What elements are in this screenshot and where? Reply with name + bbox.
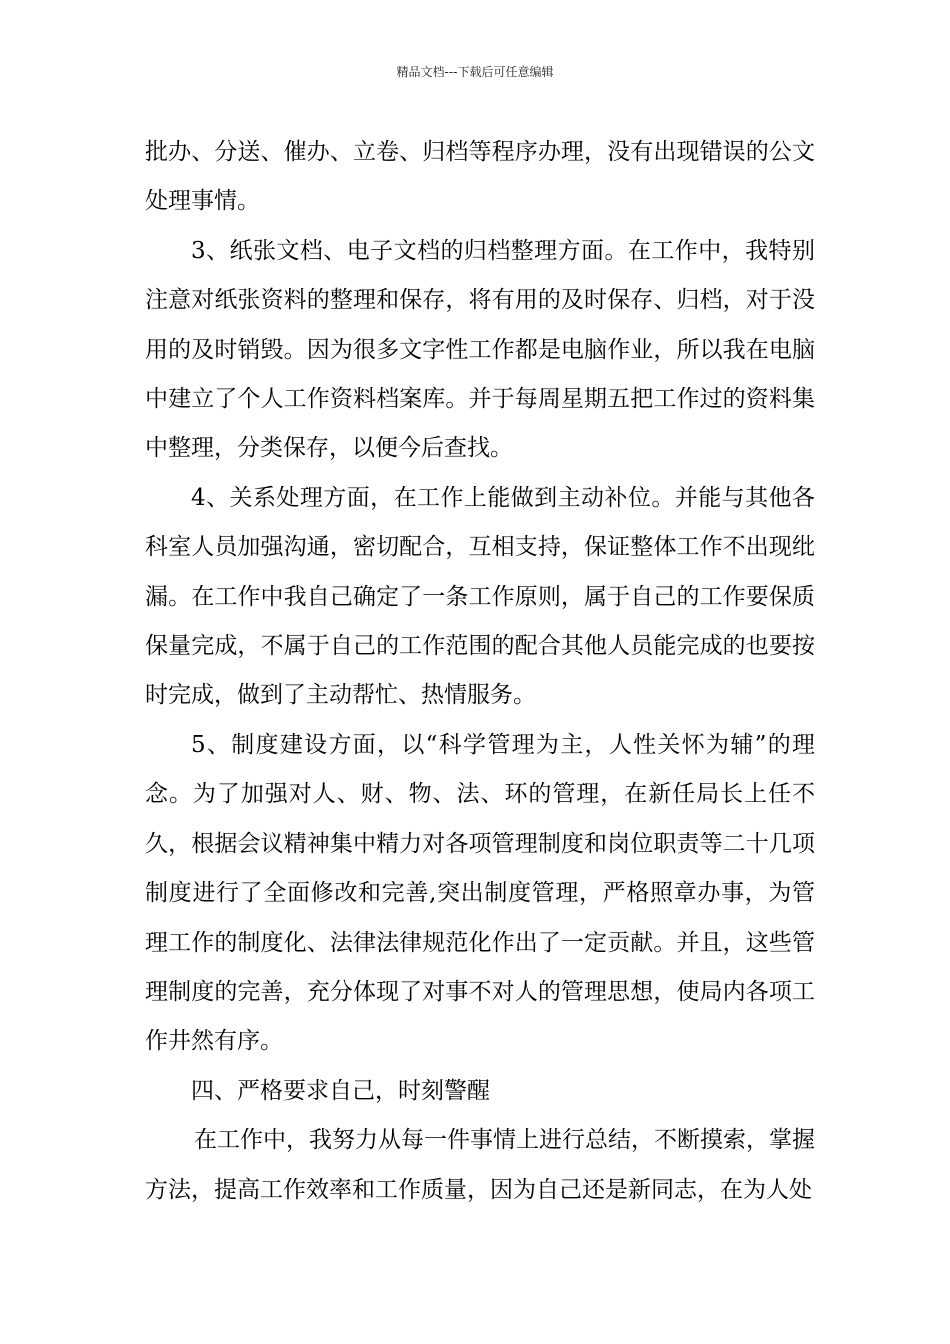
page-header: 精品文档---下载后可任意编辑 <box>396 65 554 79</box>
paragraph-item-3: 3、纸张文档、电子文档的归档整理方面。在工作中，我特别注意对纸张资料的整理和保存，将有用的及时保存、归档，对于没用的及时销毁。因为很多文字性工作都是电脑作业，所以我在电脑中建立了个人工作资料档案库。并于每周星期五把工作过的资料集中整理，分类保存，以便今后查找。 <box>145 237 815 462</box>
paragraph-item-5: 5、制度建设方面，以“科学管理为主，人性关怀为辅”的理念。为了加强对人、财、物、法、环的管理，在新任局长上任不久，根据会议精神集中精力对各项管理制度和岗位职责等二十几项制度进行了全面修改和完善,突出制度管理，严格照章办事，为管理工作的制度化、法律法律规范化作出了一定贡献。并且，这些管理制度的完善，充分体现了对事不对人的管理思想，使局内各项工作井然有序。 <box>145 731 815 1055</box>
section-heading-4: 四、严格要求自己，时刻警醒 <box>191 1077 490 1104</box>
paragraph-item-4: 4、关系处理方面，在工作上能做到主动补位。并能与其他各科室人员加强沟通，密切配合，互相支持，保证整体工作不出现纰漏。在工作中我自己确定了一条工作原则，属于自己的工作要保质保量完成，不属于自己的工作范围的配合其他人员能完成的也要按时完成，做到了主动帮忙、热情服务。 <box>145 484 815 709</box>
paragraph-section-4-body: 在工作中，我努力从每一件事情上进行总结，不断摸索，掌握方法，提高工作效率和工作质量，因为自己还是新同志，在为人处 <box>145 1127 815 1203</box>
paragraph-continuation: 批办、分送、催办、立卷、归档等程序办理，没有出现错误的公文处理事情。 <box>145 139 815 215</box>
document-body <box>145 128 815 1215</box>
